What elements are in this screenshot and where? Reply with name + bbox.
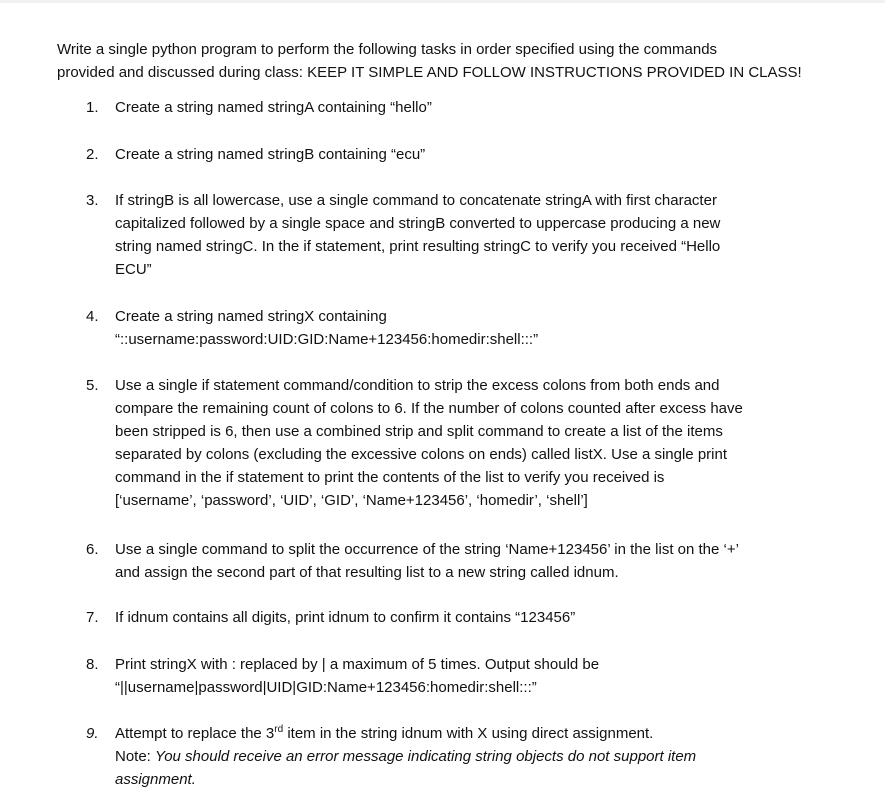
task-line: command in the if statement to print the contents of the list to verify you received is: [115, 469, 665, 486]
task-text: [115, 189, 855, 281]
task-line: Create a string named stringA containing “hello”: [115, 99, 432, 116]
task-line: If idnum contains all digits, print idnum to confirm it contains “123456”: [115, 609, 576, 626]
task-text: [115, 143, 855, 166]
task-line: “||username|password|UID|GID:Name+123456:homedir:shell:::”: [115, 679, 537, 696]
task-number: 9.: [86, 725, 99, 742]
task-line-part: item in the string idnum with X using direct assignment.: [283, 725, 654, 742]
task-number: 2.: [86, 146, 99, 163]
task-number: 7.: [86, 609, 99, 626]
task-note-continued: assignment.: [115, 771, 196, 788]
task-line: Print stringX with : replaced by | a maximum of 5 times. Output should be: [115, 656, 600, 673]
task-line: [‘username’, ‘password’, ‘UID’, ‘GID’, ‘Name+123456’, ‘homedir’, ‘shell’]: [115, 492, 588, 509]
task-text: [115, 374, 855, 512]
task-line: capitalized followed by a single space and stringB converted to uppercase producing a new: [115, 215, 721, 232]
note-label: Note:: [115, 748, 156, 765]
task-text: [115, 96, 855, 119]
task-text: [115, 305, 855, 351]
task-line: Create a string named stringB containing “ecu”: [115, 146, 426, 163]
task-text: [115, 606, 855, 629]
task-line: been stripped is 6, then use a combined strip and split command to create a list of the items: [115, 423, 723, 440]
task-line: If stringB is all lowercase, use a single command to concatenate stringA with first character: [115, 192, 717, 209]
task-line: “::username:password:UID:GID:Name+123456:homedir:shell:::”: [115, 331, 539, 348]
task-text: [115, 653, 855, 699]
task-number: 1.: [86, 99, 99, 116]
task-number: 8.: [86, 656, 99, 673]
task-line: and assign the second part of that resulting list to a new string called idnum.: [115, 564, 619, 581]
task-number: 3.: [86, 192, 99, 209]
task-number: 4.: [86, 308, 99, 325]
note-text: You should receive an error message indicating string objects do not support item: [155, 748, 697, 765]
task-number: 5.: [86, 377, 99, 394]
task-note: [115, 745, 855, 768]
task-line: separated by colons (excluding the excessive colons on ends) called listX. Use a single print: [115, 446, 727, 463]
task-text: [115, 722, 855, 791]
intro-line-1: Write a single python program to perform the following tasks in order specified using the commands: [57, 41, 718, 58]
ordinal-suffix: rd: [274, 724, 284, 735]
task-text: [115, 538, 855, 584]
task-line: compare the remaining count of colons to 6. If the number of colons counted after excess have: [115, 400, 743, 417]
task-line-part: Attempt to replace the 3: [115, 725, 275, 742]
intro-line-2: provided and discussed during class: KEEP IT SIMPLE AND FOLLOW INSTRUCTIONS PROVIDED IN CLASS!: [57, 64, 802, 81]
assignment-intro: [57, 38, 857, 84]
task-line: string named stringC. In the if statement, print resulting stringC to verify you received “Hello: [115, 238, 721, 255]
task-line: Use a single command to split the occurrence of the string ‘Name+123456’ in the list on the ‘+’: [115, 541, 739, 558]
task-line: ECU”: [115, 261, 152, 278]
task-number: 6.: [86, 541, 99, 558]
task-line: Use a single if statement command/condition to strip the excess colons from both ends and: [115, 377, 720, 394]
task-line: [115, 722, 855, 745]
task-line: Create a string named stringX containing: [115, 308, 387, 325]
